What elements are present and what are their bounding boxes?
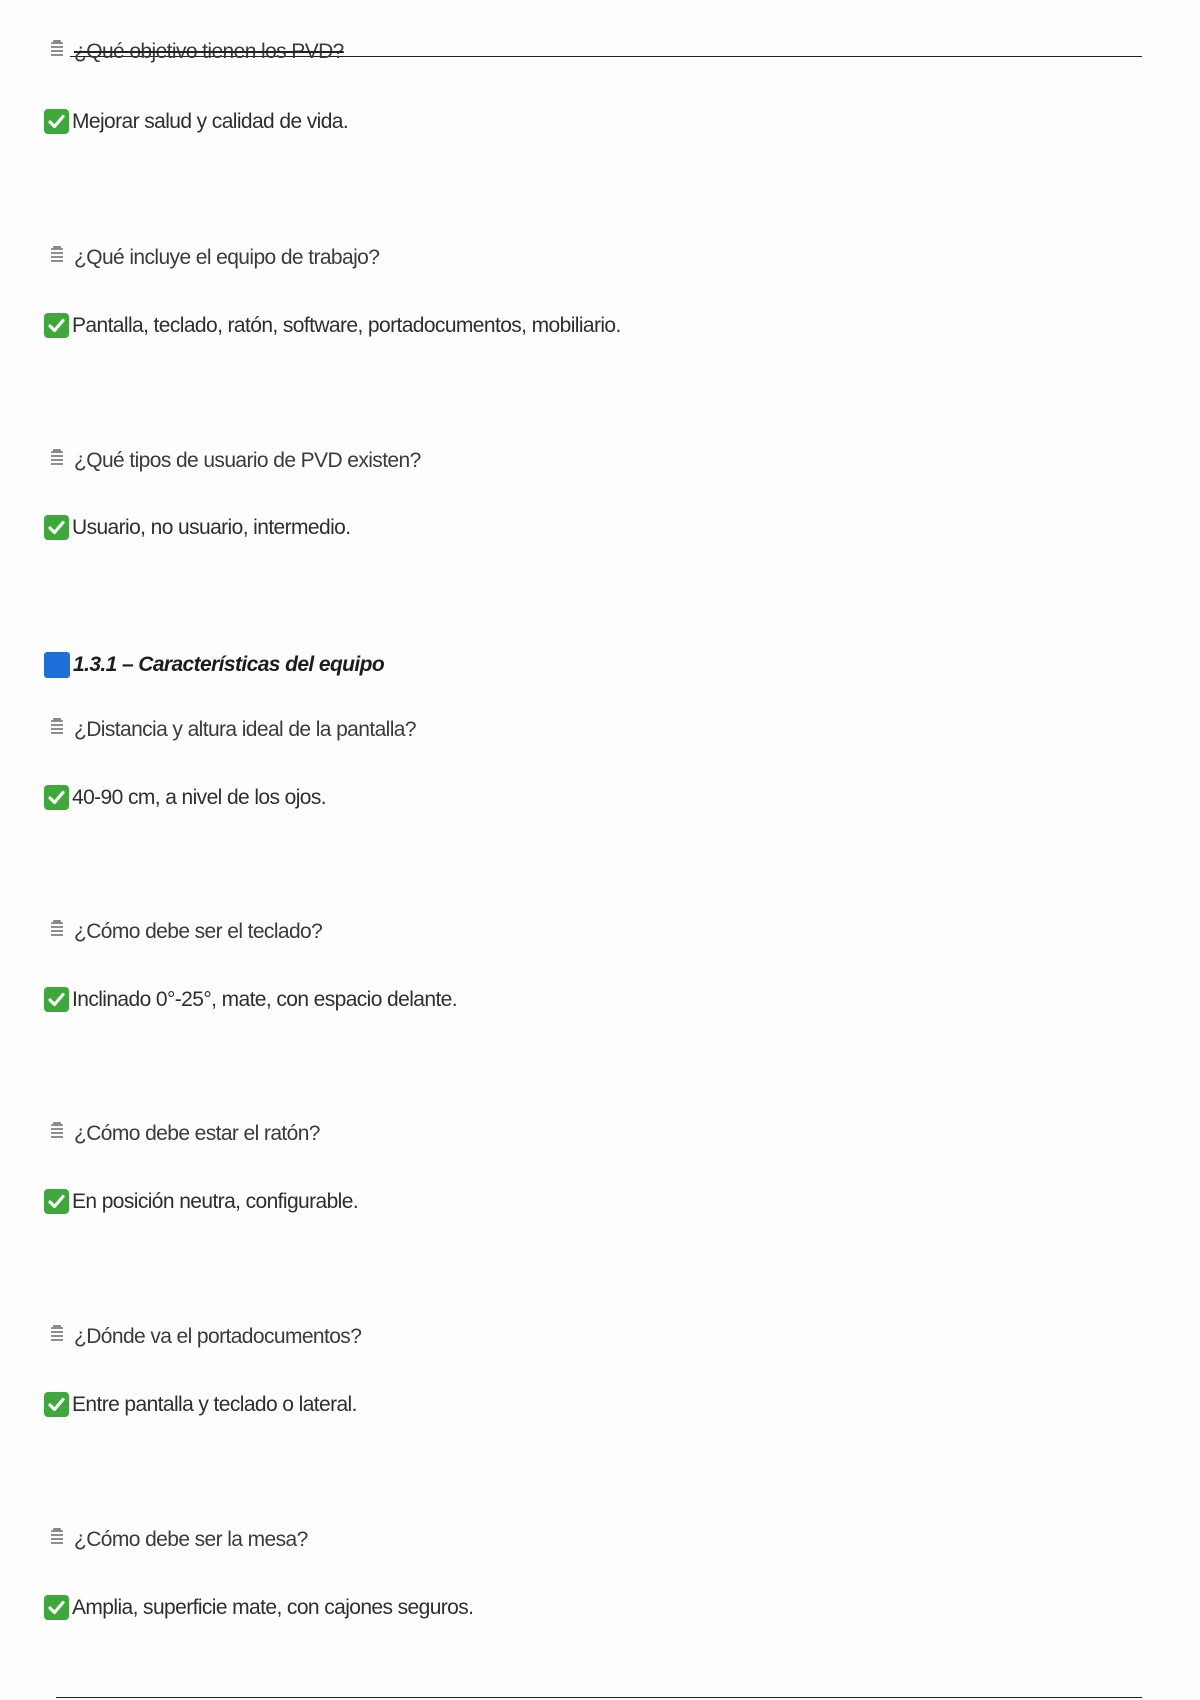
- answer-text: Amplia, superficie mate, con cajones seguros.: [72, 1595, 474, 1619]
- blue-square-icon: [44, 652, 70, 678]
- memo-icon: [48, 246, 68, 270]
- check-mark-icon: [44, 109, 69, 134]
- question-text: ¿Cómo debe ser la mesa?: [74, 1528, 308, 1551]
- check-mark-icon: [44, 1392, 69, 1417]
- answer-text: Entre pantalla y teclado o lateral.: [72, 1392, 357, 1416]
- memo-icon: [48, 1528, 68, 1552]
- memo-icon: [48, 1122, 68, 1146]
- answer-text: Usuario, no usuario, intermedio.: [72, 515, 351, 539]
- check-mark-icon: [44, 313, 69, 338]
- question-text: ¿Cómo debe estar el ratón?: [74, 1122, 320, 1145]
- answer-line: [44, 313, 621, 338]
- answer-text: Pantalla, teclado, ratón, software, portadocumentos, mobiliario.: [72, 313, 621, 337]
- memo-icon: [48, 718, 68, 742]
- answer-line: [44, 109, 348, 134]
- section-heading-line: [44, 652, 384, 678]
- answer-line: [44, 1595, 473, 1620]
- memo-icon: [48, 920, 68, 944]
- answer-line: [44, 515, 350, 540]
- question-text: ¿Distancia y altura ideal de la pantalla?: [74, 718, 416, 741]
- question-line: [44, 920, 322, 944]
- question-text: ¿Qué incluye el equipo de trabajo?: [74, 246, 380, 269]
- question-line: [44, 1325, 361, 1349]
- check-mark-icon: [44, 785, 69, 810]
- question-line: [44, 718, 416, 742]
- answer-text: En posición neutra, configurable.: [72, 1189, 359, 1213]
- memo-icon: [48, 1325, 68, 1349]
- question-text: ¿Dónde va el portadocumentos?: [74, 1325, 362, 1348]
- section-heading: 1.3.1 – Características del equipo: [73, 653, 385, 676]
- answer-line: [44, 1189, 358, 1214]
- answer-line: [44, 987, 457, 1012]
- question-text: ¿Cómo debe ser el teclado?: [74, 920, 323, 943]
- question-line: [44, 246, 379, 270]
- memo-icon: [48, 40, 68, 64]
- answer-line: [44, 1392, 357, 1417]
- question-line: [44, 40, 344, 64]
- answer-line: [44, 785, 326, 810]
- check-mark-icon: [44, 1189, 69, 1214]
- check-mark-icon: [44, 1595, 69, 1620]
- question-text: ¿Qué objetivo tienen los PVD?: [74, 40, 344, 63]
- answer-text: 40-90 cm, a nivel de los ojos.: [72, 785, 326, 809]
- question-text: ¿Qué tipos de usuario de PVD existen?: [74, 449, 421, 472]
- question-line: [44, 449, 421, 473]
- check-mark-icon: [44, 515, 69, 540]
- bottom-rule: [56, 1697, 1142, 1698]
- question-line: [44, 1122, 320, 1146]
- answer-text: Mejorar salud y calidad de vida.: [72, 109, 349, 133]
- memo-icon: [48, 449, 68, 473]
- question-line: [44, 1528, 308, 1552]
- check-mark-icon: [44, 987, 69, 1012]
- answer-text: Inclinado 0°-25°, mate, con espacio delante.: [72, 987, 457, 1011]
